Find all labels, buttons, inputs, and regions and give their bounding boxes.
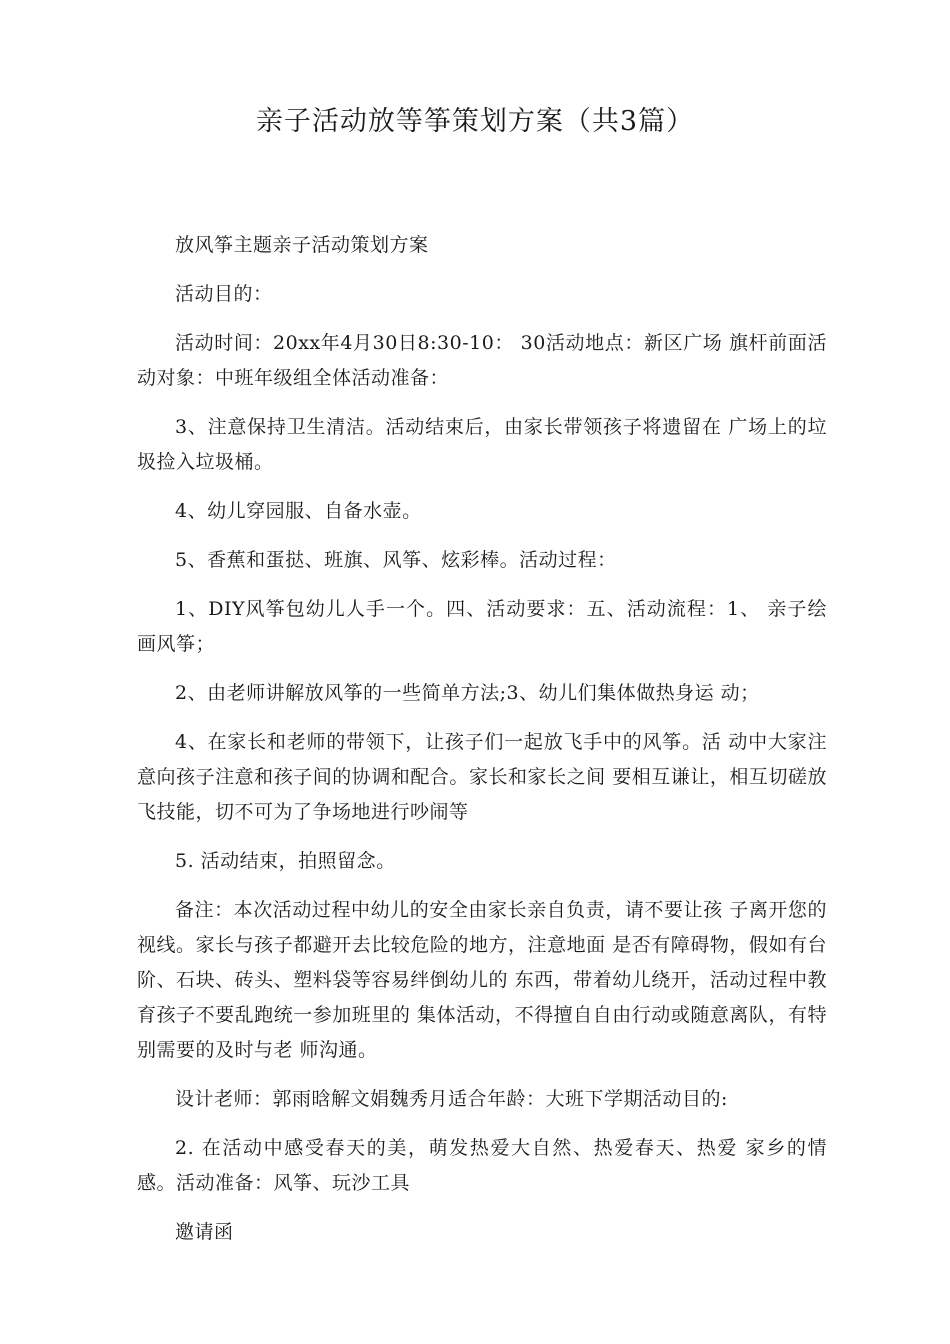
paragraph-item-5-photo: 5. 活动结束，拍照留念。 <box>175 850 396 872</box>
paragraph-item-1-diy-kite: 1、DIY风筝包幼儿人手一个。四、活动要求：五、活动流程：1、 亲子绘画风筝； <box>137 598 827 655</box>
paragraph-subtitle: 放风筝主题亲子活动策划方案 <box>175 234 429 256</box>
paragraph-item-5-supplies: 5、香蕉和蛋挞、班旗、风筝、炫彩棒。活动过程： <box>175 549 617 571</box>
paragraph-goal-2-spring: 2. 在活动中感受春天的美，萌发热爱大自然、热爱春天、热爱 家乡的情感。活动准备：风筝、玩沙工具 <box>137 1137 827 1194</box>
paragraph-activity-time: 活动时间：20xx年4月30日8:30-10： 30活动地点：新区广场 旗杆前面活动对象：中班年级组全体活动准备： <box>137 332 827 389</box>
paragraph-item-4-fly-kites: 4、在家长和老师的带领下，让孩子们一起放飞手中的风筝。活 动中大家注意向孩子注意和孩子间的协调和配合。家长和家长之间 要相互谦让，相互切磋放飞技能，切不可为了争场地进行吵闹等 <box>137 731 827 823</box>
paragraph-item-2-teacher-explains: 2、由老师讲解放风筝的一些简单方法;3、幼儿们集体做热身运 动； <box>175 682 760 704</box>
paragraph-designers: 设计老师：郭雨晗解文娟魏秀月适合年龄：大班下学期活动目的: <box>175 1088 728 1110</box>
document-body <box>137 228 827 1264</box>
paragraph-activity-goal: 活动目的： <box>175 283 273 305</box>
paragraph-item-3-hygiene: 3、注意保持卫生清洁。活动结束后，由家长带领孩子将遗留在 广场上的垃圾捡入垃圾桶。 <box>137 416 827 473</box>
document-title: 亲子活动放等筝策划方案（共3篇） <box>255 106 695 137</box>
paragraph-remarks: 备注：本次活动过程中幼儿的安全由家长亲自负责，请不要让孩 子离开您的视线。家长与孩子都避开去比较危险的地方，注意地面 是否有障碍物，假如有台阶、石块、砖头、塑料袋等容易绊倒幼儿的 东西，带着幼儿绕开，活动过程中教育孩子不要乱跑统一参加班里的 集体活动，不得擅自自由行动或随意离队，有特别需要的及时与老 师沟通。 <box>137 899 827 1061</box>
paragraph-invitation: 邀请函 <box>175 1221 234 1243</box>
paragraph-item-4-uniform: 4、幼儿穿园服、自备水壶。 <box>175 500 422 522</box>
